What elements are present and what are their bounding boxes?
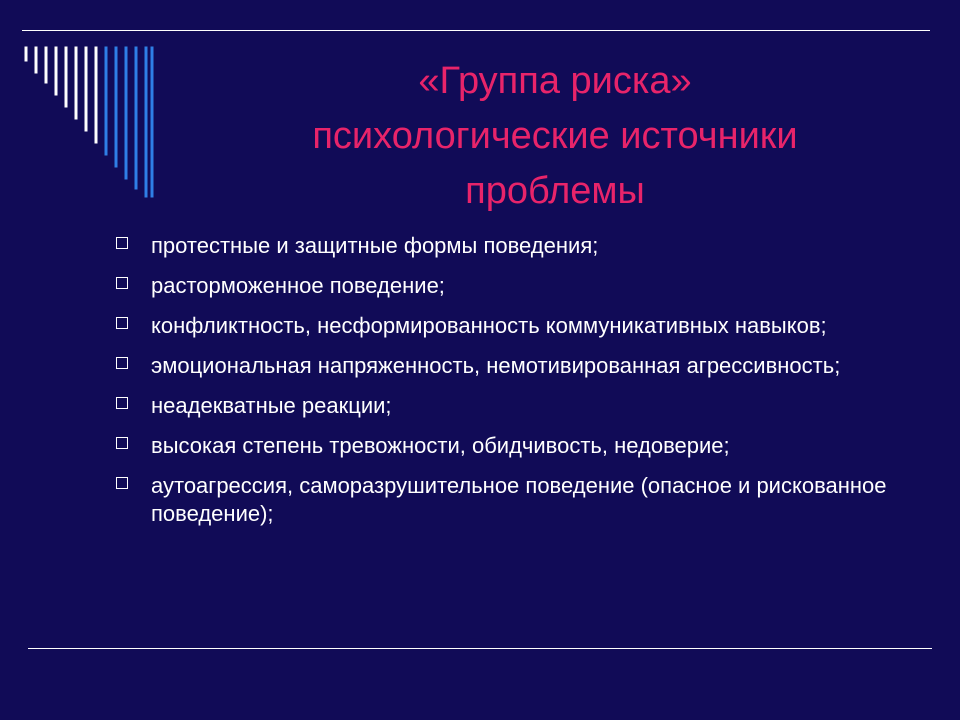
vertical-stripes-decoration bbox=[0, 0, 200, 200]
bullet-text: высокая степень тревожности, обидчивость, недоверие; bbox=[151, 433, 730, 458]
bullet-text: эмоциональная напряженность, немотивированная агрессивность; bbox=[151, 353, 841, 378]
bullet-item-6 bbox=[116, 432, 936, 460]
bullet-item-5 bbox=[116, 392, 936, 420]
hollow-square-icon bbox=[116, 277, 128, 289]
hollow-square-icon bbox=[116, 437, 128, 449]
hollow-square-icon bbox=[116, 477, 128, 489]
hollow-square-icon bbox=[116, 357, 128, 369]
bullet-item-3 bbox=[116, 312, 936, 340]
bullet-text: неадекватные реакции; bbox=[151, 393, 392, 418]
bullet-list bbox=[116, 232, 936, 540]
bullet-item-2 bbox=[116, 272, 936, 300]
bullet-item-1 bbox=[116, 232, 936, 260]
bullet-text: аутоагрессия, саморазрушительное поведение (опасное и рискованное поведение); bbox=[151, 473, 887, 526]
slide-title bbox=[200, 54, 910, 219]
title-line-2: психологические источники bbox=[312, 115, 798, 157]
bottom-divider bbox=[28, 648, 932, 649]
hollow-square-icon bbox=[116, 397, 128, 409]
hollow-square-icon bbox=[116, 237, 128, 249]
bullet-text: протестные и защитные формы поведения; bbox=[151, 233, 599, 258]
bullet-item-7 bbox=[116, 472, 936, 528]
bullet-text: конфликтность, несформированность коммуникативных навыков; bbox=[151, 313, 827, 338]
title-line-1: «Группа риска» bbox=[418, 60, 692, 102]
bullet-item-4 bbox=[116, 352, 936, 380]
hollow-square-icon bbox=[116, 317, 128, 329]
title-line-3: проблемы bbox=[465, 170, 645, 212]
bullet-text: расторможенное поведение; bbox=[151, 273, 445, 298]
